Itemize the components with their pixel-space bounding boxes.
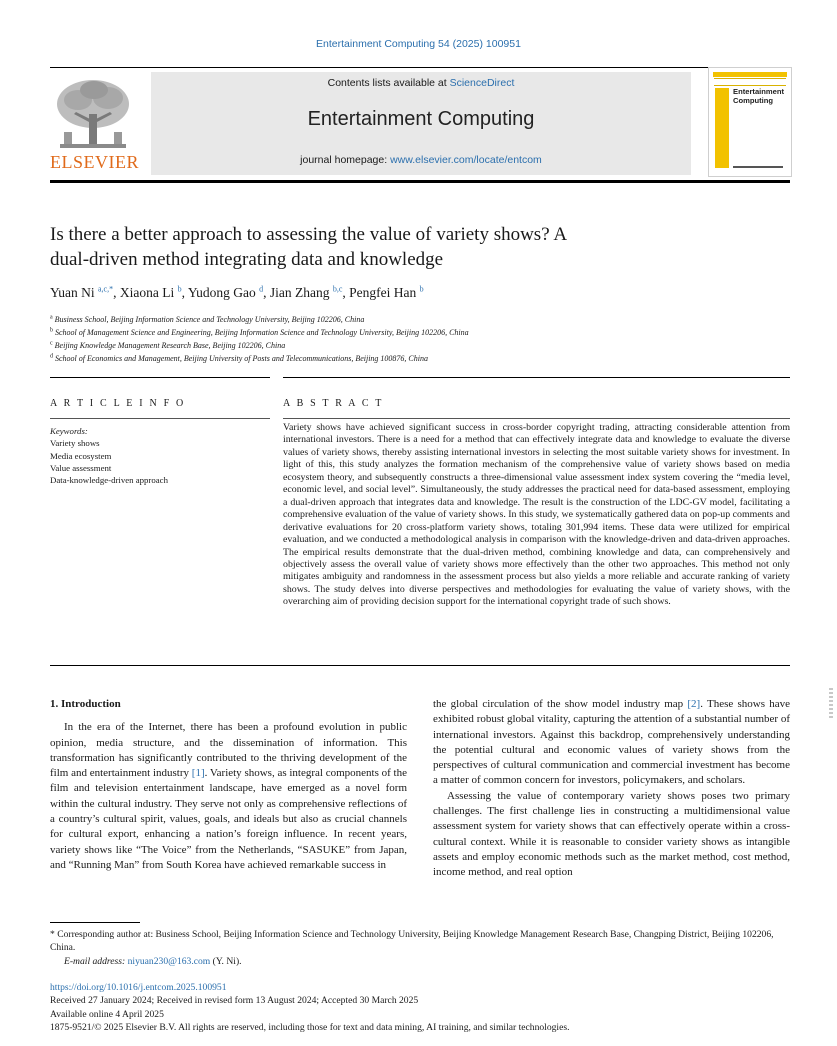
corresponding-author-note: * Corresponding author at: Business School, Beijing Information Science and Technology University, Beijing Knowledge Management Research Base, Changping District, Beijing 102206, China. [50, 929, 774, 954]
section-heading-introduction: 1. Introduction [50, 698, 121, 710]
paragraph-text: . Variety shows, as integral components of the film and television entertainment landscape, have emerged as a novel form within the cultural industry. They serve not only as comprehensive reflections of a country’s cultural spirit, values, goals, and ideals but also as crucial channels for cultural export, enhancing a nation’s foreign influence. In recent years, variety shows like “The Voice” from the Netherlands, “SASUKE” from Japan, and “Running Man” from South Korea have achieved remarkable success in [50, 767, 407, 871]
cover-title-line2: Computing [733, 96, 774, 105]
keywords-block [50, 425, 270, 486]
affiliation-text: School of Economics and Management, Beijing University of Posts and Telecommunications, Beijing 100876, China [55, 354, 428, 363]
copyright-line: 1875-9521/© 2025 Elsevier B.V. All rights are reserved, including those for text and data mining, AI training, and similar technologies. [50, 1022, 570, 1034]
cover-top-bar [713, 72, 787, 77]
received-dates: Received 27 January 2024; Received in revised form 13 August 2024; Accepted 30 March 2025 [50, 995, 419, 1007]
page-margin-handle[interactable] [829, 688, 833, 718]
author-affiliation-marker[interactable]: d [259, 284, 264, 294]
email-label: E-mail address: [64, 955, 128, 967]
journal-reference[interactable]: Entertainment Computing 54 (2025) 100951 [316, 38, 521, 50]
body-paragraph: Assessing the value of contemporary variety shows poses two primary challenges. The first challenge lies in constructing a multidimensional value assessment system for variety shows that can effectively operate within a cross-cultural context. While it is reasonable to consider variety shows as intangible assets and employ economic methods such as the market method, cost method, income method, and real option [433, 789, 790, 879]
abstract-top-rule [283, 377, 790, 378]
article-title-line2: dual-driven method integrating data and knowledge [50, 249, 444, 270]
header-bottom-rule [50, 180, 790, 183]
sciencedirect-link[interactable]: ScienceDirect [449, 77, 515, 89]
cover-bottom-rule [733, 166, 783, 168]
article-info-heading: A R T I C L E I N F O [50, 398, 186, 409]
journal-title: Entertainment Computing [307, 108, 535, 130]
abstract-text: Variety shows have achieved significant success in cross-border copyright trading, attracting considerable attention from international investors. There is a need for a method that can effectively integrate data and knowledge to evaluate the diverse values of variety shows, thereby assisting international investors in selecting the most suitable variety shows for investment. In light of this, this study analyzes the formation mechanism of the comprehensive value of variety shows based on media ecosystem theory, and subsequently constructs a three-dimensional value assessment index system covering the “media level, economic level, and social level”. Simultaneously, the study addresses the practical need for data-based assessment, employing a dual-driven approach that integrates data and knowledge. The result is the construction of the LDC-GV model, facilitating a comprehensive evaluation of the value of variety shows. In this study, we systematically gathered data on pop-up comments and derivative evaluations for 20 cross-platform variety shows, totaling 301,994 items. These data were utilized for empirical evaluation, and we conducted a methodological analysis in comparison with the knowledge-driven and data-driven approaches. The empirical results demonstrate that the dual-driven method, combining knowledge and data, can comprehensively and objectively assess the overall value of variety shows more effectively than the other two approaches. This method not only mitigates ambiguity and randomness in the assessment process but also yields a more reliable and accurate ranking of variety shows. The study delves into diverse perspectives and methodologies for evaluating the value of variety shows, with the overarching aim of providing decision support for the international copyright trade of such shows. [283, 422, 790, 608]
author-affiliation-marker[interactable]: b,c [332, 284, 343, 294]
journal-homepage-link[interactable]: www.elsevier.com/locate/entcom [390, 154, 542, 166]
contents-prefix: Contents lists available at [327, 77, 450, 89]
affiliation-text: Beijing Knowledge Management Research Base, Beijing 102206, China [54, 341, 286, 350]
affiliation-marker: d [50, 353, 53, 360]
elsevier-wordmark: ELSEVIER [50, 152, 139, 172]
keyword-item: Value assessment [50, 462, 112, 473]
doi-link[interactable]: https://doi.org/10.1016/j.entcom.2025.100951 [50, 982, 227, 993]
email-suffix: (Y. Ni). [210, 955, 242, 967]
author-name[interactable]: Yuan Ni [50, 285, 95, 300]
email-link[interactable]: niyuan230@163.com [127, 955, 211, 967]
keyword-item: Media ecosystem [50, 450, 112, 461]
author-name[interactable]: Yudong Gao [187, 285, 256, 300]
affiliation-marker: c [50, 340, 53, 347]
article-info-top-rule [50, 377, 270, 378]
journal-cover-thumbnail[interactable] [708, 67, 792, 177]
body-column-left [50, 697, 407, 873]
affiliation-text: Business School, Beijing Information Science and Technology University, Beijing 102206, China [54, 315, 365, 324]
keywords-heading: Keywords: [50, 426, 88, 436]
author-affiliation-marker[interactable]: b [419, 284, 424, 294]
citation-link[interactable]: [1] [191, 767, 205, 780]
author-affiliation-marker[interactable]: a,c,* [98, 284, 114, 294]
available-online: Available online 4 April 2025 [50, 1008, 164, 1020]
email-line [50, 955, 790, 968]
citation-link[interactable]: [2] [687, 698, 701, 710]
cover-title [733, 87, 784, 105]
author-name[interactable]: Xiaona Li [119, 285, 175, 300]
homepage-prefix: journal homepage: [300, 154, 391, 166]
contents-line [151, 77, 691, 89]
affiliation-marker: b [50, 327, 53, 334]
author-affiliation-marker[interactable]: b [177, 284, 182, 294]
body-column-right [433, 697, 790, 881]
body-paragraph [433, 697, 790, 789]
abstract-bottom-rule [50, 665, 790, 666]
abstract-heading: A B S T R A C T [283, 398, 384, 409]
author-list: Yuan Ni $^{a,c,*}$, Xiaona Li $^b$, Yudong Gao $^d$, Jian Zhang $^{b,c}$, Pengfei Han $^b$ [50, 284, 424, 300]
abstract-rule [283, 418, 790, 419]
paragraph-text: the global circulation of the show model industry map [433, 698, 688, 710]
author-name[interactable]: Jian Zhang [269, 285, 330, 300]
author-name[interactable]: Pengfei Han [349, 285, 417, 300]
footnote-rule [50, 922, 140, 923]
article-metadata [50, 981, 790, 1035]
paragraph-text: . These shows have exhibited robust global vitality, capturing the attention of a substantial number of international investors. Against this backdrop, comprehensively understanding the potential cultural and economic values of variety shows from the perspectives of cultural communication and commercial investment has become a matter of common concern for investors, policymakers, and scholars. [433, 698, 790, 787]
cover-strip [714, 78, 786, 86]
affiliation-item [50, 313, 790, 326]
affiliation-marker: a [50, 314, 53, 321]
keyword-item: Variety shows [50, 438, 100, 449]
header-top-rule [50, 67, 790, 68]
article-info-rule [50, 418, 270, 419]
footnote-block [50, 928, 790, 968]
article-title [50, 222, 750, 272]
affiliation-item [50, 339, 790, 352]
affiliation-text: School of Management Science and Engineering, Beijing Information Science and Technology University, Beijing 102206, China [55, 328, 469, 337]
body-paragraph [50, 720, 407, 873]
paragraph-text: In the era of the Internet, there has been a profound evolution in public opinion, media structure, and the dissemination of information. This transformation has significantly contributed to the thriving development of the film and entertainment industry [50, 721, 407, 780]
affiliation-item [50, 326, 790, 339]
cover-title-line1: Entertainment [733, 87, 785, 96]
article-title-line1: Is there a better approach to assessing the value of variety shows? A [50, 224, 568, 245]
affiliation-list [50, 313, 790, 365]
affiliation-item [50, 352, 790, 365]
homepage-line [151, 154, 691, 166]
keyword-item: Data-knowledge-driven approach [50, 475, 168, 486]
cover-side-stripe [715, 88, 729, 168]
